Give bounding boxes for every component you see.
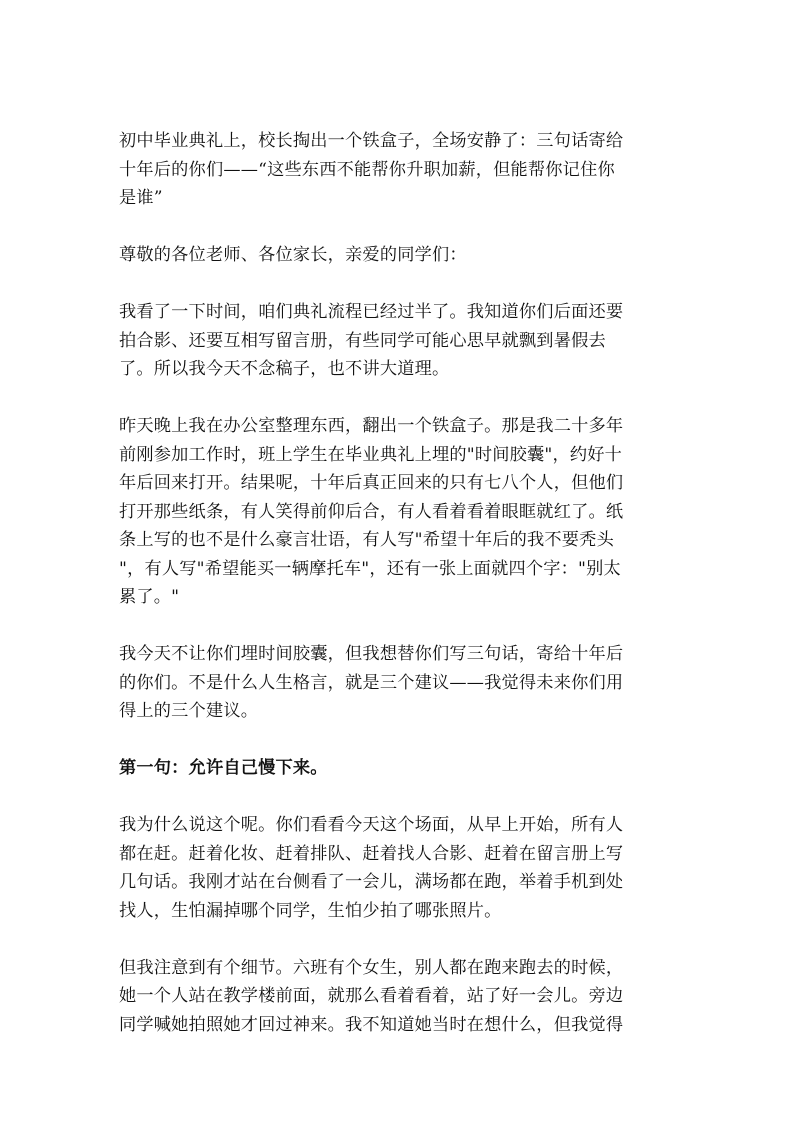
paragraph-time-capsule: 昨天晚上我在办公室整理东西，翻出一个铁盒子。那是我二十多年 前刚参加工作时，班上学生在毕业典礼上埋的"时间胶囊"，约好十 年后回来打开。结果呢，十年后真正回来的只有七八个人，但他们 打开那些纸条，有人笑得前仰后合，有人看着看着眼眶就红了。纸 条上写的也不是什么豪言壮语，有人写"希望十年后的我不要秃头 "，有人写"希望能买一辆摩托车"，还有一张上面就四个字："别太 累了。" xyxy=(119,416,624,607)
paragraph-opening: 我看了一下时间，咱们典礼流程已经过半了。我知道你们后面还要 拍合影、还要互相写留言册，有些同学可能心思早就飘到暑假去 了。所以我今天不念稿子，也不讲大道理。 xyxy=(119,302,624,379)
paragraph-rushing: 我为什么说这个呢。你们看看今天这个场面，从早上开始，所有人 都在赶。赶着化妆、赶着排队、赶着找人合影、赶着在留言册上写 几句话。我刚才站在台侧看了一会儿，满场都在跑，举着手机到处 找人，生怕漏掉哪个同学，生怕少拍了哪张照片。 xyxy=(119,815,624,921)
paragraph-first-sentence-heading: 第一句：允许自己慢下来。 xyxy=(119,758,328,778)
paragraph-title: 初中毕业典礼上，校长掏出一个铁盒子，全场安静了：三句话寄给 十年后的你们——“这些东西不能帮你升职加薪，但能帮你记住你 是谁” xyxy=(119,131,624,208)
paragraph-salutation: 尊敬的各位老师、各位家长，亲爱的同学们： xyxy=(119,245,467,265)
document-body xyxy=(119,127,667,1068)
paragraph-detail: 但我注意到有个细节。六班有个女生，别人都在跑来跑去的时候， 她一个人站在教学楼前面，就那么看着看着，站了好一会儿。旁边 同学喊她拍照她才回过神来。我不知道她当时在想什么，但我觉得 xyxy=(119,957,624,1035)
paragraph-three-suggestions: 我今天不让你们埋时间胶囊，但我想替你们写三句话，寄给十年后 的你们。不是什么人生格言，就是三个建议——我觉得未来你们用 得上的三个建议。 xyxy=(119,644,624,721)
